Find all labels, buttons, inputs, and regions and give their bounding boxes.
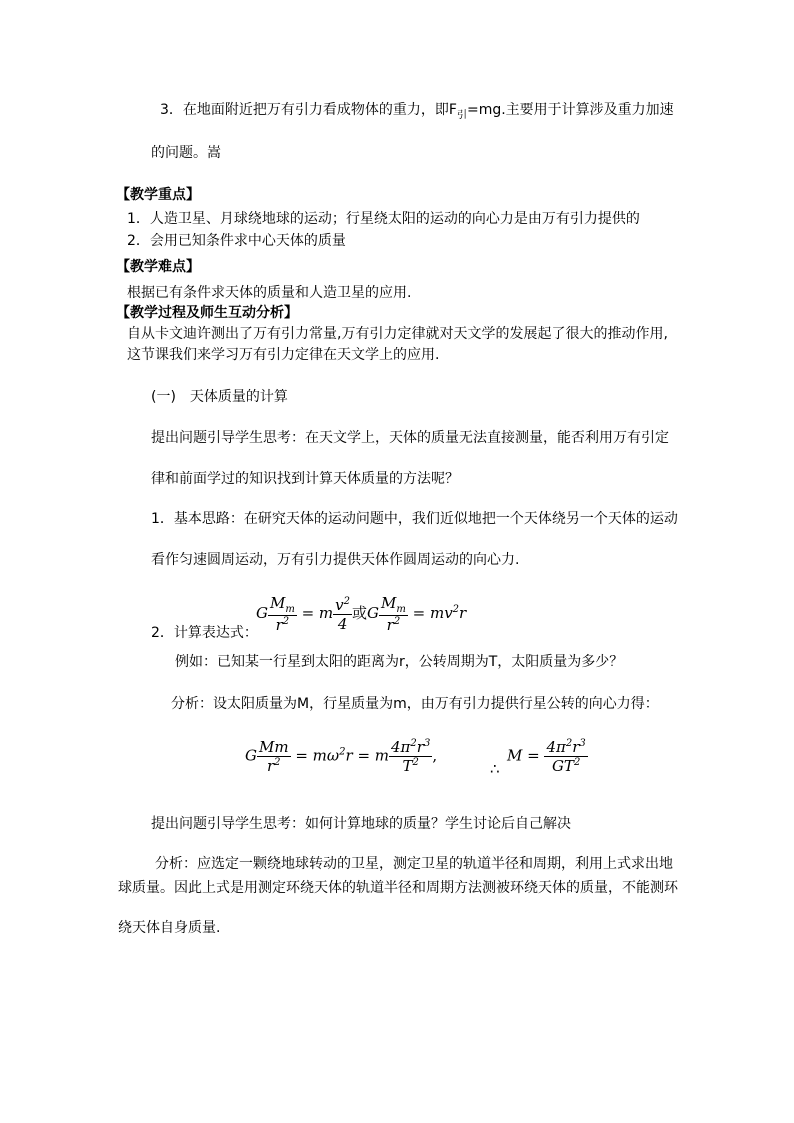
key-point-2: 2．会用已知条件求中心天体的质量 [127,233,346,249]
gravity-text-c: 的问题。 [151,145,207,161]
formula-label: 2．计算表达式： [151,625,258,641]
analysis-2-line-3: 绕天体自身质量. [118,920,221,936]
analysis-line: 分析：设太阳质量为M，行星质量为m，由万有引力提供行星公转的向心力得： [171,696,659,712]
analysis-2-line-2: 球质量。因此上式是用测定环绕天体的轨道半径和周期方法测被环绕天体的质量，不能测环 [118,880,678,896]
question-2: 提出问题引导学生思考：如何计算地球的质量？学生讨论后自己解决 [151,816,571,832]
key-point-1: 1．人造卫星、月球绕地球的运动；行星绕太阳的运动的向心力是由万有引力提供的 [127,211,640,227]
gravity-text-b: =mg.主要用于计算涉及重力加速 [466,102,674,118]
mass-formula: M = $\frac{4\pi^2r^3}{GT^2}$ [507,738,586,775]
process-title: 【教学过程及师生互动分析】 [116,305,298,321]
question-line-2: 律和前面学过的知识找到计算天体质量的方法呢？ [151,471,459,487]
gravity-approx-line-2 [151,142,221,164]
section-1-title: (一) 天体质量的计算 [151,389,288,405]
analysis-2-line-1: 分析：应选定一颗绕地球转动的卫星，测定卫星的轨道半径和周期，利用上式求出地 [155,856,673,872]
gravity-approx-line [160,99,674,127]
difficulty-text: 根据已有条件求天体的质量和人造卫星的应用. [127,285,412,301]
key-points-title: 【教学重点】 [116,187,200,203]
intro-line-1: 自从卡文迪许测出了万有引力常量,万有引力定律就对天文学的发展起了很大的推动作用, [127,326,668,342]
idea-line-1: 1．基本思路：在研究天体的运动问题中，我们近似地把一个天体绕另一个天体的运动 [151,511,678,527]
intro-line-2: 这节课我们来学习万有引力定律在天文学上的应用. [127,347,440,363]
idea-line-2: 看作匀速圆周运动，万有引力提供天体作圆周运动的向心力. [151,552,520,568]
question-line-1: 提出问题引导学生思考：在天文学上，天体的质量无法直接测量，能否利用万有引定 [151,430,669,446]
formula-expression: G $\frac{M_m}{r^2}$ = m $\frac{v^2}{4}$ 或G $\frac{M_m}{r^2}$ = $mv^2r$ [256,594,467,634]
formula-or: 或 [352,604,368,622]
example-line: 例如：已知某一行星到太阳的距离为r，公转周期为T，太阳质量为多少？ [175,654,624,670]
gravity-sub: 引 [456,109,467,121]
kepler-formula: G $\frac{Mm}{r^2}$ = $m\omega^2r = m$ $\frac{4\pi^2r^3}{T^2}$ , [245,738,438,775]
watermark-glyph: 嵩 [207,145,221,161]
gravity-text-a: 3．在地面附近把万有引力看成物体的重力，即F [160,102,457,118]
therefore-symbol: ∴ [490,760,500,778]
difficulty-title: 【教学难点】 [116,259,200,275]
